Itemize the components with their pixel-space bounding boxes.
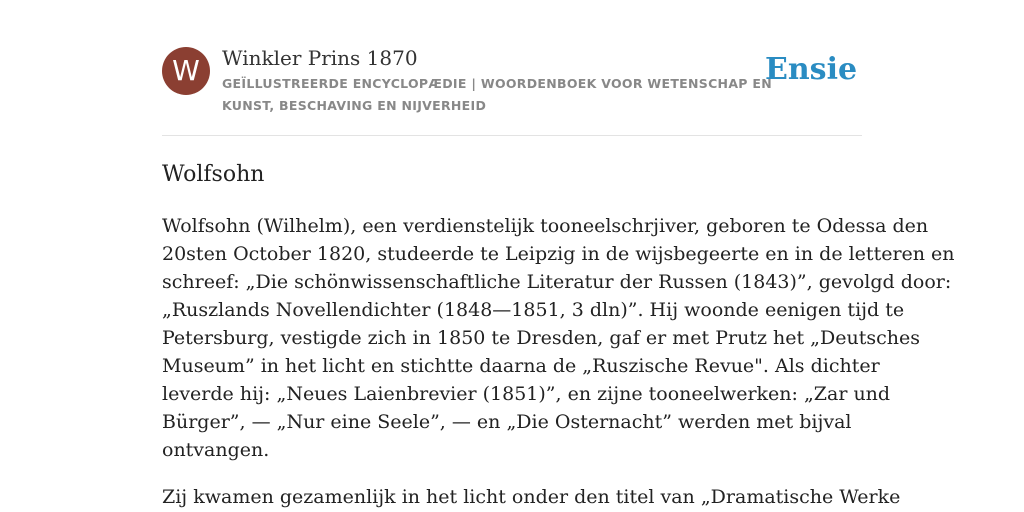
paragraph-line: Wolfsohn (Wilhelm), een verdienstelijk tooneelschrjiver, geboren te Odessa den (162, 215, 929, 237)
source-header (162, 0, 862, 136)
source-subtitle (222, 73, 772, 117)
article-paragraph (162, 212, 955, 464)
article-title: Wolfsohn (162, 162, 265, 187)
paragraph-line: Zij kwamen gezamenlijk in het licht onder den titel van „Dramatische Werke (162, 486, 901, 508)
paragraph-line: leverde hij: „Neues Laienbrevier (1851)”, en zijne tooneelwerken: „Zar und (162, 383, 891, 405)
paragraph-line: ontvangen. (162, 439, 270, 461)
source-subtitle-line: KUNST, BESCHAVING EN NIJVERHEID (222, 98, 487, 113)
source-avatar[interactable]: W (162, 47, 210, 95)
ensie-logo[interactable]: Ensie (765, 52, 858, 87)
paragraph-line: schreef: „Die schönwissenschaftliche Literatur der Russen (1843)”, gevolgd door: (162, 271, 952, 293)
source-subtitle-line: GEÏLLUSTREERDE ENCYCLOPÆDIE | WOORDENBOEK VOOR WETENSCHAP EN (222, 76, 772, 91)
article-paragraph (162, 483, 901, 511)
article-body (162, 212, 955, 512)
paragraph-line: Museum” in het licht en stichtte daarna de „Ruszische Revue". Als dichter (162, 355, 880, 377)
paragraph-line: Petersburg, vestigde zich in 1850 te Dresden, gaf er met Prutz het „Deutsches (162, 327, 920, 349)
source-title[interactable]: Winkler Prins 1870 (222, 46, 418, 70)
page (162, 0, 955, 512)
paragraph-line: „Ruszlands Novellendichter (1848—1851, 3 dln)”. Hij woonde eenigen tijd te (162, 299, 905, 321)
paragraph-line: Bürger”, — „Nur eine Seele”, — en „Die Osternacht” werden met bijval (162, 411, 852, 433)
paragraph-line: 20sten October 1820, studeerde te Leipzig in de wijsbegeerte en in de letteren en (162, 243, 955, 265)
